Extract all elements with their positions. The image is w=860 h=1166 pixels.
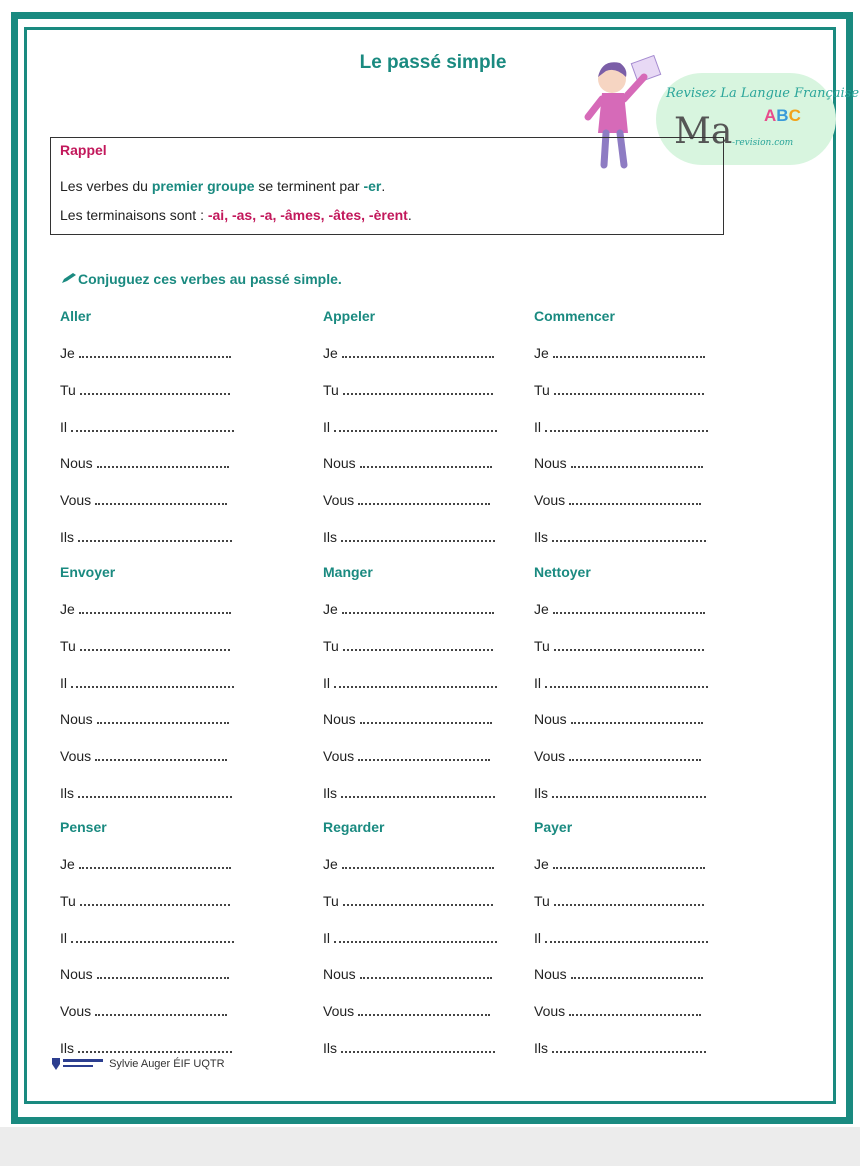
answer-blank[interactable] (553, 855, 705, 869)
pronoun-label: Je (534, 345, 549, 361)
pronoun-label: Nous (534, 966, 567, 982)
conjugation-line (323, 637, 493, 654)
conjugation-line (534, 965, 703, 982)
pronoun-label: Il (534, 930, 541, 946)
answer-blank[interactable] (78, 784, 232, 798)
conjugation-line (60, 965, 229, 982)
logo-abbrev: Ma (674, 111, 733, 152)
answer-blank[interactable] (342, 600, 494, 614)
answer-blank[interactable] (341, 528, 495, 542)
answer-blank[interactable] (342, 344, 494, 358)
answer-blank[interactable] (358, 747, 490, 761)
conjugation-line (534, 747, 701, 764)
pronoun-label: Il (323, 419, 330, 435)
conjugation-line (323, 381, 493, 398)
logo-tagline: Revisez La Langue Française (666, 86, 860, 101)
verb-title: Regarder (323, 819, 385, 835)
conjugation-line (60, 710, 229, 727)
pronoun-label: Je (323, 856, 338, 872)
pronoun-label: Il (323, 675, 330, 691)
pronoun-label: Tu (60, 382, 76, 398)
pronoun-label: Je (534, 856, 549, 872)
answer-blank[interactable] (97, 710, 229, 724)
pronoun-label: Ils (534, 1040, 548, 1056)
answer-blank[interactable] (554, 892, 704, 906)
pronoun-label: Nous (60, 711, 93, 727)
conjugation-line (534, 1039, 706, 1056)
pronoun-label: Tu (534, 382, 550, 398)
verb-title: Aller (60, 308, 92, 324)
conjugation-line (60, 381, 230, 398)
answer-blank[interactable] (552, 784, 706, 798)
verb-title: Appeler (323, 308, 376, 324)
conjugation-line (534, 1002, 701, 1019)
rappel-line1-highlight: premier groupe (151, 178, 255, 194)
pronoun-label: Ils (60, 785, 74, 801)
answer-blank[interactable] (95, 1002, 227, 1016)
conjugation-line (323, 418, 497, 435)
answer-blank[interactable] (71, 674, 234, 688)
answer-blank[interactable] (71, 418, 234, 432)
conjugation-line (534, 491, 701, 508)
footer (50, 1055, 225, 1073)
pronoun-label: Nous (323, 966, 356, 982)
answer-blank[interactable] (79, 344, 231, 358)
conjugation-line (323, 344, 494, 361)
instruction (60, 271, 342, 287)
answer-blank[interactable] (569, 1002, 701, 1016)
answer-blank[interactable] (97, 965, 229, 979)
rappel-line1-middle: se terminent par (254, 178, 364, 194)
conjugation-line (323, 965, 492, 982)
pronoun-label: Je (60, 601, 75, 617)
conjugation-line (60, 929, 234, 946)
answer-blank[interactable] (553, 344, 705, 358)
pronoun-label: Nous (60, 966, 93, 982)
pronoun-label: Je (534, 601, 549, 617)
pronoun-label: Il (60, 675, 67, 691)
pronoun-label: Ils (534, 529, 548, 545)
answer-blank[interactable] (552, 1039, 706, 1053)
rappel-heading: Rappel (60, 142, 107, 158)
answer-blank[interactable] (80, 637, 230, 651)
conjugation-line (323, 929, 497, 946)
pronoun-label: Je (323, 345, 338, 361)
answer-blank[interactable] (571, 965, 703, 979)
pronoun-label: Tu (534, 638, 550, 654)
pronoun-label: Ils (323, 529, 337, 545)
rappel-line1-before: Les verbes du (60, 178, 152, 194)
logo-site: -revision.com (732, 138, 794, 148)
page-background-bottom (0, 1127, 860, 1166)
answer-blank[interactable] (341, 1039, 495, 1053)
pronoun-label: Il (323, 930, 330, 946)
verb-title: Nettoyer (534, 564, 591, 580)
verb-title: Penser (60, 819, 107, 835)
verb-title: Payer (534, 819, 573, 835)
answer-blank[interactable] (78, 1039, 232, 1053)
logo-abc-c: C (788, 106, 801, 125)
pronoun-label: Ils (323, 1040, 337, 1056)
conjugation-line (323, 747, 490, 764)
page-title: Le passé simple (359, 52, 507, 73)
conjugation-line (60, 491, 227, 508)
pronoun-label: Ils (60, 529, 74, 545)
conjugation-line (60, 344, 231, 361)
pronoun-label: Ils (323, 785, 337, 801)
answer-blank[interactable] (79, 600, 231, 614)
answer-blank[interactable] (95, 747, 227, 761)
conjugation-line (323, 674, 497, 691)
conjugation-line (534, 892, 704, 909)
answer-blank[interactable] (545, 418, 708, 432)
answer-blank[interactable] (343, 637, 493, 651)
conjugation-line (534, 710, 703, 727)
conjugation-line (60, 784, 232, 801)
answer-blank[interactable] (79, 855, 231, 869)
rappel-line2-after: . (407, 207, 412, 223)
rappel-line1-ending: -er (363, 178, 382, 194)
verb-title: Envoyer (60, 564, 116, 580)
pronoun-label: Vous (323, 492, 355, 508)
answer-blank[interactable] (553, 600, 705, 614)
answer-blank[interactable] (360, 454, 492, 468)
pronoun-label: Tu (60, 893, 76, 909)
verb-title: Commencer (534, 308, 615, 324)
answer-blank[interactable] (571, 710, 703, 724)
pronoun-label: Je (60, 345, 75, 361)
answer-blank[interactable] (334, 929, 497, 943)
answer-blank[interactable] (552, 528, 706, 542)
pronoun-label: Vous (60, 492, 92, 508)
answer-blank[interactable] (569, 747, 701, 761)
pronoun-label: Tu (323, 382, 339, 398)
answer-blank[interactable] (80, 892, 230, 906)
verb-title: Manger (323, 564, 373, 580)
conjugation-line (60, 418, 234, 435)
answer-blank[interactable] (71, 929, 234, 943)
pronoun-label: Nous (534, 711, 567, 727)
conjugation-line (60, 528, 232, 545)
conjugation-line (534, 418, 708, 435)
conjugation-line (60, 600, 231, 617)
answer-blank[interactable] (554, 637, 704, 651)
answer-blank[interactable] (97, 454, 229, 468)
rappel-line1-after: . (381, 178, 386, 194)
instruction-text: Conjuguez ces verbes au passé simple. (78, 271, 342, 287)
pronoun-label: Ils (60, 1040, 74, 1056)
conjugation-line (60, 1002, 227, 1019)
answer-blank[interactable] (358, 1002, 490, 1016)
conjugation-line (60, 454, 229, 471)
conjugation-line (323, 1002, 490, 1019)
conjugation-line (323, 454, 492, 471)
answer-blank[interactable] (358, 491, 490, 505)
answer-blank[interactable] (343, 892, 493, 906)
conjugation-line (60, 1039, 232, 1056)
pronoun-label: Nous (323, 711, 356, 727)
conjugation-line (60, 637, 230, 654)
pronoun-label: Je (60, 856, 75, 872)
answer-blank[interactable] (78, 528, 232, 542)
answer-blank[interactable] (360, 965, 492, 979)
rappel-line2-endings: -ai, -as, -a, -âmes, -âtes, -èrent (207, 207, 408, 223)
answer-blank[interactable] (80, 381, 230, 395)
conjugation-line (60, 855, 231, 872)
pronoun-label: Il (60, 930, 67, 946)
answer-blank[interactable] (343, 381, 493, 395)
answer-blank[interactable] (545, 674, 708, 688)
answer-blank[interactable] (95, 491, 227, 505)
pronoun-label: Ils (534, 785, 548, 801)
pronoun-label: Vous (534, 1003, 566, 1019)
answer-blank[interactable] (554, 381, 704, 395)
conjugation-line (60, 674, 234, 691)
pronoun-label: Tu (534, 893, 550, 909)
logo-abc-a: A (764, 106, 777, 125)
conjugation-line (323, 600, 494, 617)
answer-blank[interactable] (334, 418, 497, 432)
pronoun-label: Vous (534, 492, 566, 508)
conjugation-line (534, 528, 706, 545)
conjugation-line (534, 344, 705, 361)
answer-blank[interactable] (545, 929, 708, 943)
conjugation-line (534, 637, 704, 654)
logo-abc-b: B (776, 106, 789, 125)
conjugation-line (534, 855, 705, 872)
conjugation-line (323, 1039, 495, 1056)
pronoun-label: Je (323, 601, 338, 617)
conjugation-line (323, 784, 495, 801)
conjugation-line (534, 381, 704, 398)
answer-blank[interactable] (342, 855, 494, 869)
pronoun-label: Tu (60, 638, 76, 654)
rappel-line-1 (60, 178, 385, 194)
conjugation-line (60, 747, 227, 764)
pronoun-label: Vous (534, 748, 566, 764)
footer-credit: Sylvie Auger ÉIF UQTR (109, 1057, 225, 1070)
rappel-line2-before: Les terminaisons sont : (60, 207, 208, 223)
pronoun-label: Vous (60, 748, 92, 764)
conjugation-line (534, 929, 708, 946)
pencil-icon (60, 272, 78, 284)
pronoun-label: Vous (323, 1003, 355, 1019)
pronoun-label: Nous (60, 455, 93, 471)
logo-abc (764, 106, 801, 126)
pronoun-label: Nous (534, 455, 567, 471)
answer-blank[interactable] (334, 674, 497, 688)
conjugation-line (323, 528, 495, 545)
pronoun-label: Il (534, 675, 541, 691)
eif-logo-icon (50, 1055, 106, 1073)
conjugation-line (323, 855, 494, 872)
conjugation-line (534, 784, 706, 801)
pronoun-label: Vous (60, 1003, 92, 1019)
conjugation-line (323, 892, 493, 909)
pronoun-label: Tu (323, 893, 339, 909)
answer-blank[interactable] (341, 784, 495, 798)
answer-blank[interactable] (360, 710, 492, 724)
answer-blank[interactable] (571, 454, 703, 468)
pronoun-label: Vous (323, 748, 355, 764)
answer-blank[interactable] (569, 491, 701, 505)
rappel-box (50, 137, 724, 235)
conjugation-line (323, 710, 492, 727)
rappel-line-2 (60, 207, 412, 223)
pronoun-label: Nous (323, 455, 356, 471)
conjugation-line (60, 892, 230, 909)
conjugation-line (534, 600, 705, 617)
pronoun-label: Tu (323, 638, 339, 654)
pronoun-label: Il (534, 419, 541, 435)
conjugation-line (534, 674, 708, 691)
conjugation-line (323, 491, 490, 508)
conjugation-line (534, 454, 703, 471)
pronoun-label: Il (60, 419, 67, 435)
